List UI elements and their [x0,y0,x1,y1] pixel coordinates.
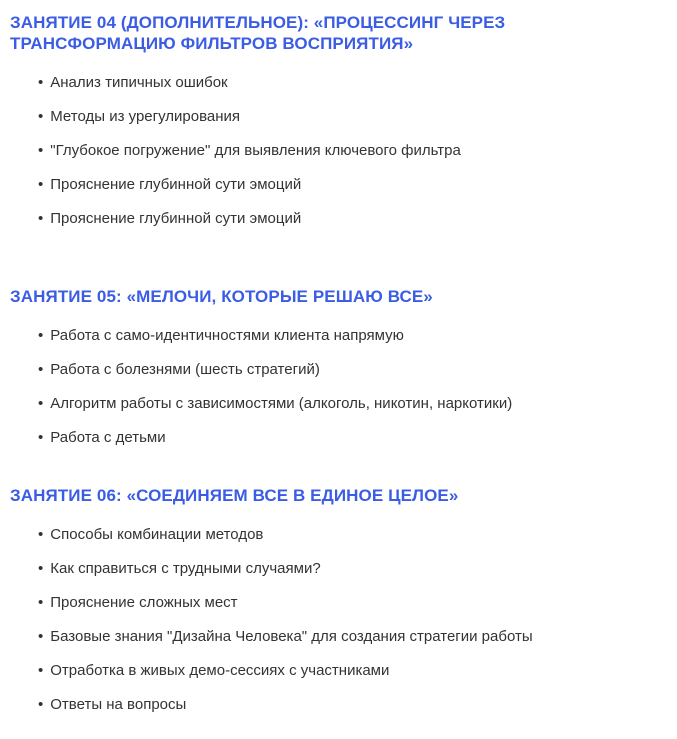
topic-item [38,593,661,612]
topic-text: Работа с детьми [50,429,166,446]
topic-item [38,661,661,680]
bullet-icon: • [38,74,44,91]
bullet-icon: • [38,142,44,159]
topic-item [38,107,661,126]
bullet-icon: • [38,176,44,193]
bullet-icon: • [38,594,44,611]
topic-item [38,326,661,345]
lesson-heading: ЗАНЯТИЕ 06: «СОЕДИНЯЕМ ВСЕ В ЕДИНОЕ ЦЕЛОЕ» [10,486,459,505]
bullet-icon: • [38,108,44,125]
bullet-icon: • [38,526,44,543]
topic-text: Работа с само-идентичностями клиента напрямую [50,327,404,344]
bullet-icon: • [38,628,44,645]
topic-item [38,73,661,92]
lesson-topic-list [10,326,661,447]
lesson-topic-list [10,73,661,228]
topic-text: Анализ типичных ошибок [50,74,228,91]
lesson-section [10,485,661,714]
topic-item [38,209,661,228]
topic-item [38,627,661,646]
topic-item [38,559,661,578]
lesson-section [10,286,661,447]
lesson-heading: ЗАНЯТИЕ 04 (ДОПОЛНИТЕЛЬНОЕ): «ПРОЦЕССИНГ ЧЕРЕЗ ТРАНСФОРМАЦИЮ ФИЛЬТРОВ ВОСПРИЯТИЯ» [10,13,506,53]
topic-item [38,175,661,194]
bullet-icon: • [38,429,44,446]
bullet-icon: • [38,395,44,412]
topic-text: Отработка в живых демо-сессиях с участниками [50,662,390,679]
lesson-heading: ЗАНЯТИЕ 05: «МЕЛОЧИ, КОТОРЫЕ РЕШАЮ ВСЕ» [10,287,433,306]
topic-text: Базовые знания "Дизайна Человека" для создания стратегии работы [50,628,533,645]
topic-text: Методы из урегулирования [50,108,241,125]
course-program-document [10,12,661,714]
topic-text: Прояснение сложных мест [50,594,238,611]
bullet-icon: • [38,210,44,227]
bullet-icon: • [38,662,44,679]
bullet-icon: • [38,361,44,378]
topic-text: Работа с болезнями (шесть стратегий) [50,361,320,378]
topic-text: Прояснение глубинной сути эмоций [50,176,302,193]
topic-item [38,141,661,160]
topic-text: Как справиться с трудными случаями? [50,560,321,577]
topic-text: Способы комбинации методов [50,526,264,543]
topic-item [38,360,661,379]
bullet-icon: • [38,327,44,344]
topic-item [38,394,661,413]
topic-text: Алгоритм работы с зависимостями (алкоголь, никотин, наркотики) [50,395,513,412]
topic-item [38,525,661,544]
bullet-icon: • [38,560,44,577]
topic-text: Прояснение глубинной сути эмоций [50,210,302,227]
topic-item [38,695,661,714]
lesson-topic-list [10,525,661,714]
topic-item [38,428,661,447]
lesson-section [10,12,661,228]
bullet-icon: • [38,696,44,713]
topic-text: "Глубокое погружение" для выявления ключевого фильтра [50,142,461,159]
topic-text: Ответы на вопросы [50,696,187,713]
